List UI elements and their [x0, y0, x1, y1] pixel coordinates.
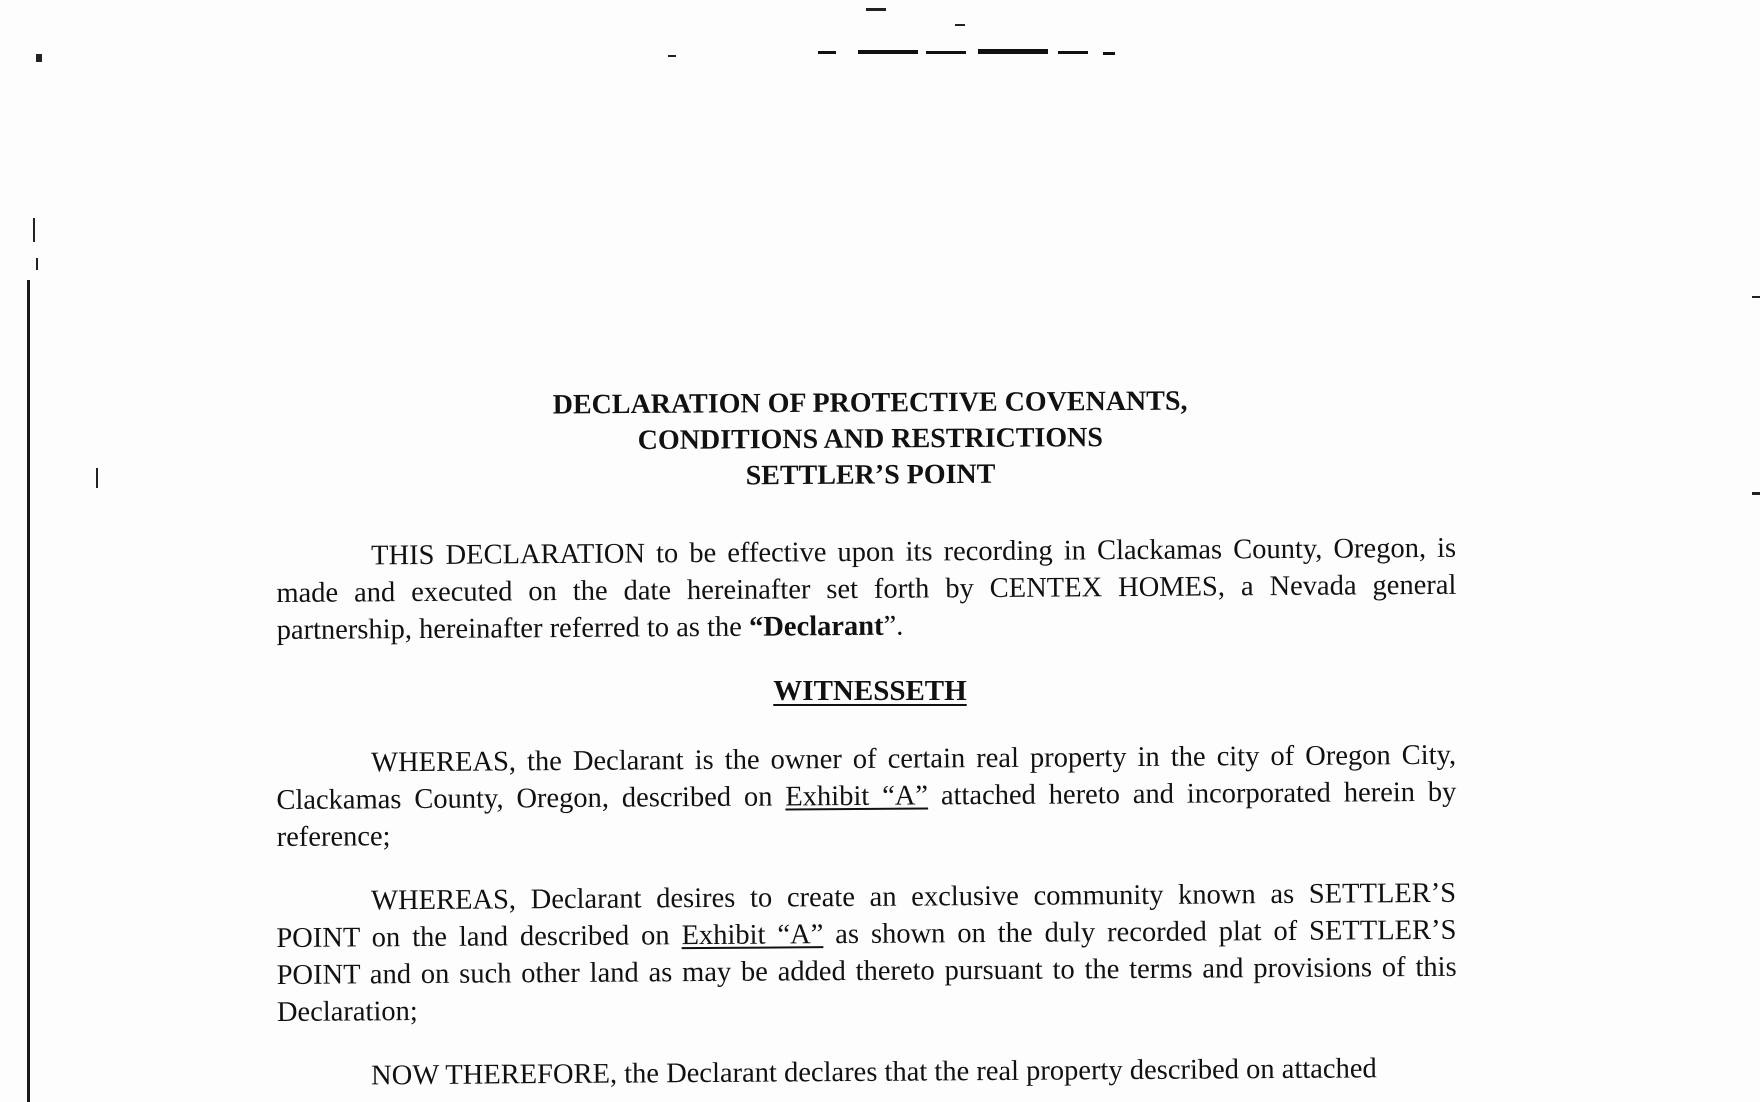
intro-text-end: ”.: [883, 610, 904, 642]
scan-mark: [96, 468, 98, 488]
whereas-text: as shown on the duly recorded plat of SETTLER’S POINT and on such other land as may be added thereto pursuant to the terms and provisions of this Declaration;: [276, 914, 1457, 1028]
now-therefore-text: NOW THEREFORE, the Declarant declares that the real property described on attached: [371, 1053, 1377, 1092]
title-line: SETTLER’S POINT: [745, 458, 996, 492]
document-title: [470, 383, 1271, 496]
title-line: DECLARATION OF PROTECTIVE COVENANTS,: [552, 385, 1188, 421]
exhibit-reference: Exhibit “A”: [681, 919, 824, 952]
whereas-paragraph-2: [276, 875, 1457, 1031]
scan-mark: [955, 24, 965, 26]
title-line: CONDITIONS AND RESTRICTIONS: [637, 422, 1104, 456]
declarant-term: “Declarant: [748, 610, 884, 643]
witnesseth-heading: WITNESSETH: [773, 675, 967, 707]
scan-mark: [668, 55, 676, 57]
scan-mark: [866, 8, 886, 11]
scan-mark: [1752, 492, 1760, 495]
scan-smudge-top: [818, 48, 1138, 57]
now-therefore-paragraph: [276, 1050, 1456, 1095]
intro-text: THIS DECLARATION to be effective upon its recording in Clackamas County, Oregon, is made and executed on the date hereinafter set forth by CENTEX HOMES, a Nevada general partnership, hereinafter referred to as the: [276, 532, 1457, 646]
exhibit-reference: Exhibit “A”: [785, 780, 929, 813]
whereas-paragraph-1: [276, 737, 1457, 856]
intro-paragraph: [276, 530, 1457, 649]
scan-mark: [1752, 296, 1760, 298]
scan-edge: [33, 218, 35, 242]
whereas-text: attached hereto and incorporated herein by reference;: [276, 776, 1457, 853]
scan-mark: [36, 258, 38, 270]
scan-mark: [36, 54, 42, 62]
whereas-text: WHEREAS, Declarant desires to create an exclusive community known as SETTLER’S POINT on the land described on: [276, 877, 1457, 954]
scan-edge: [27, 280, 30, 1102]
whereas-text: WHEREAS, the Declarant is the owner of certain real property in the city of Oregon City, Clackamas County, Oregon, described on: [276, 739, 1457, 816]
